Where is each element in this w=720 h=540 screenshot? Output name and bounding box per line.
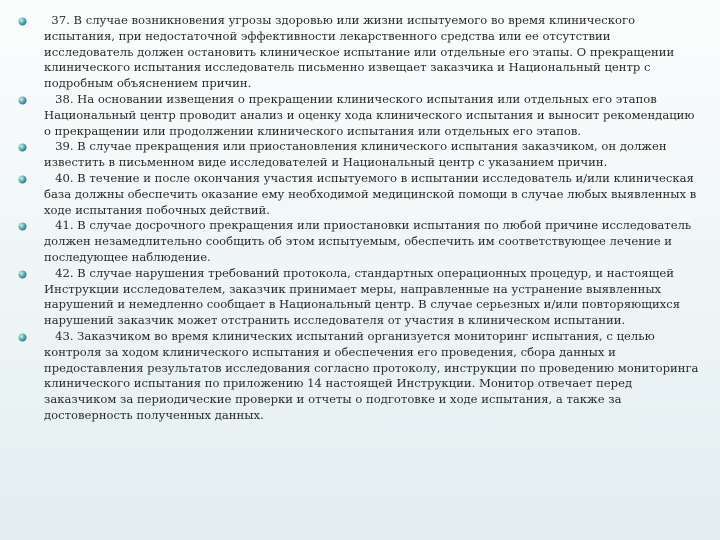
list-item [44, 171, 700, 218]
bullet-icon [18, 17, 27, 26]
bullet-icon [18, 143, 27, 152]
list-item [44, 92, 700, 139]
list-item [44, 266, 700, 329]
paragraph-38: 38. На основании извещения о прекращении клинического испытания или отдельных его этапов Национальный центр проводит анализ и оценку хода клинического испытания и выносит рекомендацию о прекращении или продолжении клинического испытания или отдельных его этапов. [44, 91, 695, 138]
bullet-icon [18, 270, 27, 279]
list-item [44, 13, 700, 92]
bullet-icon [18, 333, 27, 342]
paragraph-43: 43. Заказчиком во время клинических испытаний организуется мониторинг испытания, с целью контроля за ходом клинического испытания и обеспечения его проведения, сбора данных и предоставления результатов исследования согласно протоколу, инструкции по проведению мониторинга клинического испытания по приложению 14 настоящей Инструкции. Монитор отвечает перед заказчиком за периодические проверки и отчеты о подготовке и ходе испытания, а также за достоверность полученных данных. [44, 328, 699, 422]
paragraph-41: 41. В случае досрочного прекращения или приостановки испытания по любой причине исследователь должен незамедлительно сообщить об этом испытуемым, обеспечить им соответствующее лечение и последующее наблюдение. [44, 218, 692, 264]
bullet-icon [18, 222, 27, 231]
paragraph-37: 37. В случае возникновения угрозы здоровью или жизни испытуемого во время клинического испытания, при недостаточной эффективности лекарственного средства или ее отсутствии исследователь должен остановить клиническое испытание или отдельные его этапы. О прекращении клинического испытания исследователь письменно извещает заказчика и Национальный центр с подробным объяснением причин. [44, 13, 675, 91]
bullet-icon [18, 175, 27, 184]
list-item [44, 218, 700, 265]
list-item [44, 139, 700, 171]
paragraph-39: 39. В случае прекращения или приостановления клинического испытания заказчиком, он должен известить в письменном виде исследователей и Национальный центр с указанием причин. [44, 139, 667, 170]
bullet-icon [18, 96, 27, 105]
list-item [44, 329, 700, 424]
paragraph-42: 42. В случае нарушения требований протокола, стандартных операционных процедур, и настоящей Инструкции исследователем, заказчик принимает меры, направленные на устранение выявленных нарушений и немедленно сообщает в Национальный центр. В случае серьезных и/или повторяющихся нарушений заказчик может отстранить исследователя от участия в клиническом испытании. [44, 265, 681, 328]
paragraph-40: 40. В течение и после окончания участия испытуемого в испытании исследователь и/или клиническая база должны обеспечить оказание ему необходимой медицинской помощи в случае любых выявленных в ходе испытания побочных действий. [44, 170, 697, 217]
